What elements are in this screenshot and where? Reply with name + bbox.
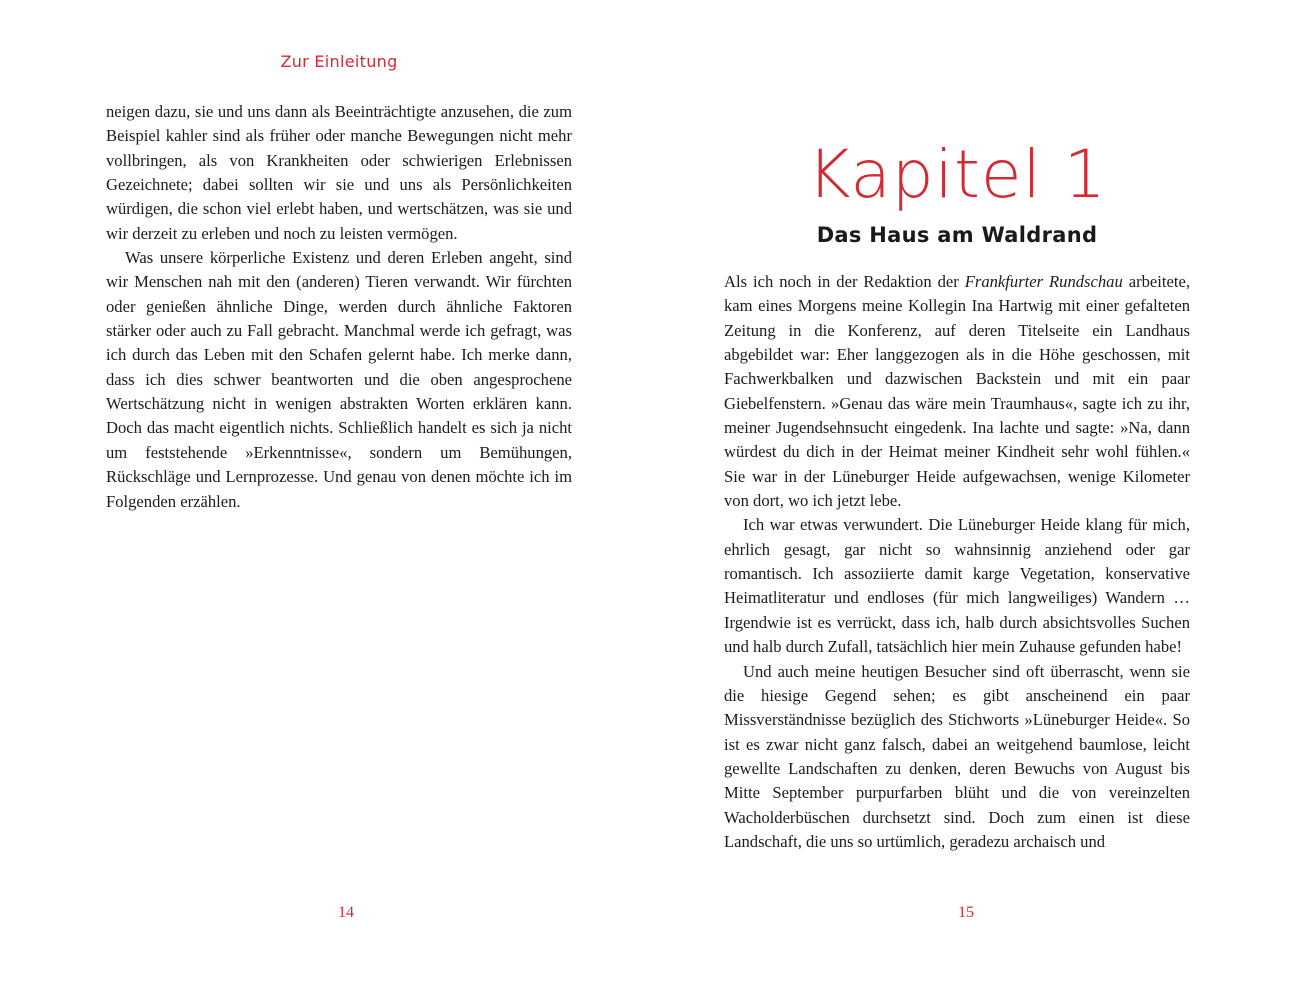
paragraph: neigen dazu, sie und uns dann als Beeinträchtigte anzusehen, die zum Beispiel kahler sind als früher oder manche Bewegungen nicht mehr vollbringen, als von Krankheiten oder schwierigen Erlebnissen Gezeichnete; dabei sollten wir sie und uns als Persönlichkeiten würdigen, die schon viel erlebt haben, und wertschätzen, was sie und wir derzeit zu erleben und noch zu leisten vermögen. <box>106 102 572 243</box>
page-number-left: 14 <box>338 904 354 921</box>
left-page <box>0 0 647 1000</box>
paragraph: Und auch meine heutigen Besucher sind oft überrascht, wenn sie die hiesige Gegend sehen; es gibt anscheinend ein paar Missverständnisse bezüglich des Stichworts »Lüneburger Heide«. So ist es zwar nicht ganz falsch, dabei an weitgehend baumlose, leicht gewellte Landschaften zu denken, deren Bewuchs von August bis Mitte September purpurfarben blüht und die von vereinzelten Wacholderbüschen durchsetzt sind. Doch zum einen ist diese Landschaft, die uns so urtümlich, geradezu archaisch und <box>724 661 1190 851</box>
paragraph: Was unsere körperliche Existenz und deren Erleben angeht, sind wir Menschen nah mit den (anderen) Tieren verwandt. Wir fürchten oder genießen ähnliche Dinge, werden durch ähnliche Faktoren stärker oder auch zu Fall gebracht. Manchmal werde ich gefragt, was ich durch das Leben mit den Schafen gelernt habe. Ich merke dann, dass ich dies schwer beantworten und die oben angesprochene Wertschätzung nicht in wenigen abstrakten Worten erklären kann. Doch das macht eigentlich nichts. Schließlich handelt es sich ja nicht um feststehende »Erkenntnisse«, sondern um Bemühungen, Rückschläge und Lernprozesse. Und genau von denen möchte ich im Folgenden erzählen. <box>106 248 572 511</box>
paragraph <box>724 270 1190 513</box>
paragraph: Ich war etwas verwundert. Die Lüneburger Heide klang für mich, ehrlich gesagt, gar nicht so wahnsinnig anziehend oder gar romantisch. Ich assoziierte damit karge Vegetation, konservative Heimatliteratur und endloses (für mich langweiliges) Wandern … Irgendwie ist es verrückt, dass ich, halb durch absichtsvolles Suchen und halb durch Zufall, tatsächlich hier mein Zuhause gefunden habe! <box>724 515 1190 657</box>
paragraph-text: Als ich noch in der Redaktion der <box>724 272 965 291</box>
paragraph-text: arbeitete, kam eines Morgens meine Kollegin Ina Hartwig mit einer gefalteten Zeitung in die Konferenz, auf deren Titelseite ein Landhaus abgebildet war: Eher langgezogen als in die Höhe geschossen, mit Fachwerkbalken und dazwischen Backstein und mit ein paar Giebelfenstern. »Genau das wäre mein Traumhaus«, sagte ich zu ihr, meiner Jugendsehnsucht eingedenk. Ina lachte und sagte: »Na, dann würdest du dich in der Heimat meiner Kindheit sehr wohl fühlen.« Sie war in der Lüneburger Heide aufgewachsen, wenige Kilometer von dort, wo ich jetzt lebe. <box>724 272 1190 511</box>
running-head: Zur Einleitung <box>280 52 398 71</box>
chapter-title: Kapitel 1 <box>807 136 1107 213</box>
right-text-block <box>724 270 1190 854</box>
page-number-right: 15 <box>958 904 974 921</box>
left-text-block <box>106 100 572 514</box>
chapter-subtitle: Das Haus am Waldrand <box>816 223 1098 247</box>
newspaper-title: Frankfurter Rundschau <box>964 272 1123 291</box>
right-page <box>648 0 1295 1000</box>
